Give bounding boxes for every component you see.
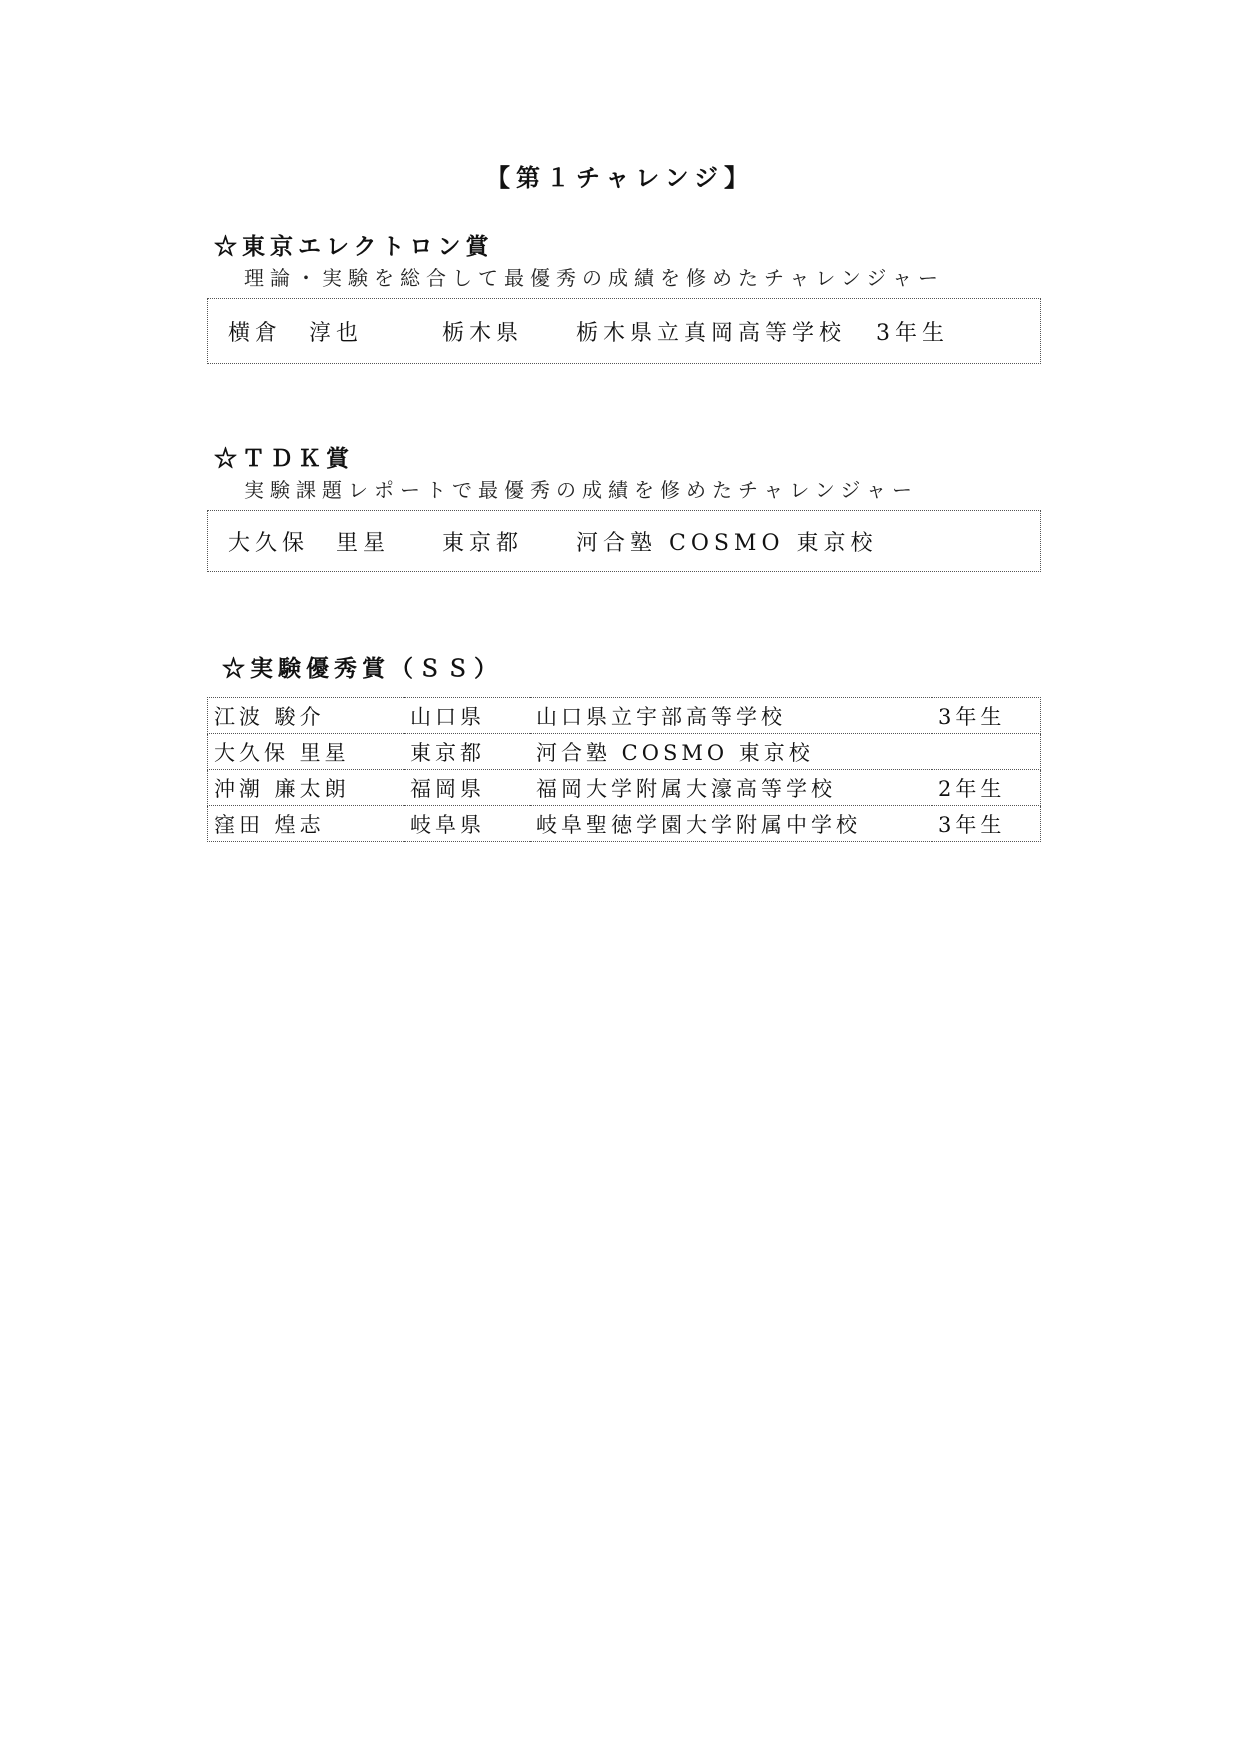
name-cell: 大久保 里星 (208, 734, 405, 770)
table-row (208, 734, 1041, 770)
winner-name: 大久保 里星 (228, 530, 391, 556)
name-cell: 江波 駿介 (208, 698, 405, 734)
prefecture-cell: 山口県 (404, 698, 530, 734)
winner-grade: 3年生 (876, 320, 949, 346)
winner-prefecture: 栃木県 (442, 320, 524, 346)
school-cell: 山口県立宇部高等学校 (530, 698, 932, 734)
experiment-excellence-table (207, 697, 1041, 842)
page-title: 【第１チャレンジ】 (485, 163, 755, 192)
award-heading-experiment-excellence: ☆実験優秀賞（ＳＳ） (222, 655, 502, 682)
school-cell: 福岡大学附属大濠高等学校 (530, 770, 932, 806)
grade-cell: 3年生 (932, 698, 1041, 734)
grade-cell: 2年生 (932, 770, 1041, 806)
grade-cell: 3年生 (932, 806, 1041, 842)
winner-box-tdk (207, 510, 1041, 572)
award-heading-tokyo-electron: ☆東京エレクトロン賞 (214, 233, 494, 260)
table-row (208, 698, 1041, 734)
school-cell: 河合塾 COSMO 東京校 (530, 734, 932, 770)
winner-school: 栃木県立真岡高等学校 (576, 320, 847, 346)
school-cell: 岐阜聖徳学園大学附属中学校 (530, 806, 932, 842)
table-row (208, 770, 1041, 806)
award-heading-tdk: ☆ＴＤＫ賞 (214, 445, 354, 472)
name-cell: 沖潮 廉太朗 (208, 770, 405, 806)
grade-cell (932, 734, 1041, 770)
winner-prefecture: 東京都 (442, 530, 524, 556)
winner-name: 横倉 淳也 (228, 320, 364, 346)
prefecture-cell: 東京都 (404, 734, 530, 770)
table-row (208, 806, 1041, 842)
prefecture-cell: 岐阜県 (404, 806, 530, 842)
winner-school: 河合塾 COSMO 東京校 (576, 530, 878, 556)
name-cell: 窪田 煌志 (208, 806, 405, 842)
prefecture-cell: 福岡県 (404, 770, 530, 806)
award-description-tokyo-electron: 理論・実験を総合して最優秀の成績を修めたチャレンジャー (244, 266, 944, 290)
winner-box-tokyo-electron (207, 298, 1041, 364)
award-description-tdk: 実験課題レポートで最優秀の成績を修めたチャレンジャー (244, 478, 918, 502)
